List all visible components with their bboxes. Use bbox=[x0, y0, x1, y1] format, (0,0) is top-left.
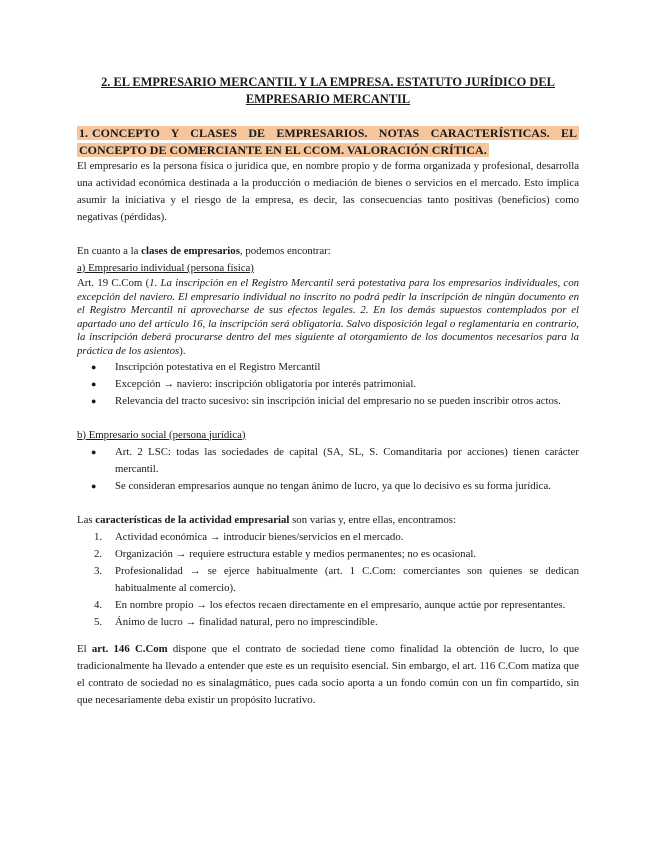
art19-ref: Art. 19 C.Com ( bbox=[77, 277, 150, 289]
list-number: 2. bbox=[94, 547, 103, 560]
clases-post: , podemos encontrar: bbox=[239, 245, 331, 257]
list-item-text: Se consideran empresarios aunque no tengan ánimo de lucro, ya que lo decisivo es su forma jurídica. bbox=[115, 479, 551, 492]
social-heading: b) Empresario social (persona jurídica) bbox=[77, 428, 246, 441]
list-item-text: Ánimo de lucro → finalidad natural, pero no imprescindible. bbox=[115, 615, 378, 628]
list-item-text: Actividad económica → introducir bienes/servicios en el mercado. bbox=[115, 530, 404, 543]
list-item bbox=[77, 393, 579, 410]
social-bullets bbox=[77, 444, 579, 495]
list-item-text: Art. 2 LSC: todas las sociedades de capital (SA, SL, S. Comanditaria por acciones) tienen carácter mercantil. bbox=[115, 445, 579, 475]
bullet-icon: ● bbox=[91, 446, 97, 457]
list-item bbox=[77, 529, 579, 546]
list-item bbox=[77, 376, 579, 393]
section-1-heading-text: CONCEPTO Y CLASES DE EMPRESARIOS. NOTAS CARACTERÍSTICAS. EL CONCEPTO DE COMERCIANTE EN EL CCOM. VALORACIÓN CRÍTICA. bbox=[79, 126, 577, 157]
art146-bold: art. 146 C.Com bbox=[91, 642, 168, 655]
list-number: 4. bbox=[94, 598, 103, 611]
intro-paragraph: El empresario es la persona física o jurídica que, en nombre propio y de forma organizada y profesional, desarrolla una actividad económica destinada a la producción o mediación de bienes o servicios en el mercado. Esto implica asumir la iniciativa y el riesgo de la empresa, es decir, las consecuencias tanto positivas (beneficios) como negativas (pérdidas). bbox=[77, 160, 579, 223]
caracteristicas-bold: características de la actividad empresarial bbox=[95, 513, 290, 526]
list-item bbox=[77, 546, 579, 563]
list-number: 5. bbox=[94, 615, 103, 628]
art146-post: dispone que el contrato de sociedad tiene como finalidad la obtención de lucro, lo que tradicionalmente ha llevado a entender que este es un requisito esencial. Sin embargo, el art. 116 C.Com matiza que el contrato de sociedad no es sinalagmático, pues cada socio aporta a un fondo común con un fin compartido, sin que necesariamente deba existir un propósito lucrativo. bbox=[77, 642, 580, 706]
section-1-heading bbox=[77, 125, 579, 158]
caracteristicas-pre: Las bbox=[77, 513, 96, 526]
art146-pre: El bbox=[77, 642, 92, 655]
bullet-icon: ● bbox=[91, 480, 97, 491]
caracteristicas-paragraph bbox=[77, 512, 579, 529]
list-item bbox=[77, 597, 579, 614]
section-1-highlight bbox=[77, 126, 579, 157]
list-item-text: En nombre propio → los efectos recaen directamente en el empresario, aunque actúe por representantes. bbox=[115, 598, 566, 611]
list-number: 3. bbox=[94, 564, 103, 577]
individual-bullets bbox=[77, 359, 579, 410]
document-title: 2. EL EMPRESARIO MERCANTIL Y LA EMPRESA. ESTATUTO JURÍDICO DEL EMPRESARIO MERCANTIL bbox=[101, 75, 555, 106]
clases-pre: En cuanto a la bbox=[77, 245, 142, 257]
list-item-text: Organización → requiere estructura estable y medios permanentes; no es ocasional. bbox=[115, 547, 477, 560]
list-number: 1. bbox=[94, 530, 103, 543]
list-item-text: Relevancia del tracto sucesivo: sin inscripción inicial del empresario no se pueden inscribir otros actos. bbox=[115, 394, 561, 407]
clases-paragraph bbox=[77, 243, 579, 260]
bullet-icon: ● bbox=[91, 378, 97, 389]
art19-text: 1. La inscripción en el Registro Mercantil será potestativa para los empresarios individuales, con excepción del naviero. El empresario individual no inscrito no podrá pedir la inscripción de ningún documento en el Registro Mercantil ni aprovecharse de sus efectos legales. 2. En los demás supuestos contemplados por el apartado uno del artículo 16, la inscripción será obligatoria. Salvo disposición legal o reglamentaria en contrario, la inscripción deberá procurarse dentro del mes siguiente al otorgamiento de los documentos necesarios para la práctica de los asientos bbox=[77, 277, 579, 357]
document-page bbox=[77, 74, 579, 709]
bullet-icon: ● bbox=[91, 395, 97, 406]
art19-close: ). bbox=[179, 344, 186, 357]
art19-paragraph bbox=[77, 277, 579, 359]
individual-heading: a) Empresario individual (persona física) bbox=[77, 262, 254, 274]
list-item bbox=[77, 478, 579, 495]
art146-paragraph bbox=[77, 641, 579, 709]
list-item bbox=[77, 614, 579, 631]
caracteristicas-list bbox=[77, 529, 579, 631]
caracteristicas-post: son varias y, entre ellas, encontramos: bbox=[289, 513, 457, 526]
list-item bbox=[77, 444, 579, 478]
list-item-text: Profesionalidad → se ejerce habitualmente (art. 1 C.Com: comerciantes son quienes se dedican habitualmente al comercio). bbox=[115, 564, 579, 594]
bullet-icon: ● bbox=[91, 361, 97, 372]
list-item bbox=[77, 359, 579, 376]
list-item-text: Inscripción potestativa en el Registro Mercantil bbox=[115, 360, 321, 373]
list-item bbox=[77, 563, 579, 597]
list-item-text: Excepción → naviero: inscripción obligatoria por interés patrimonial. bbox=[115, 377, 417, 390]
clases-bold: clases de empresarios bbox=[141, 245, 240, 257]
section-1-number: 1. bbox=[79, 126, 88, 140]
